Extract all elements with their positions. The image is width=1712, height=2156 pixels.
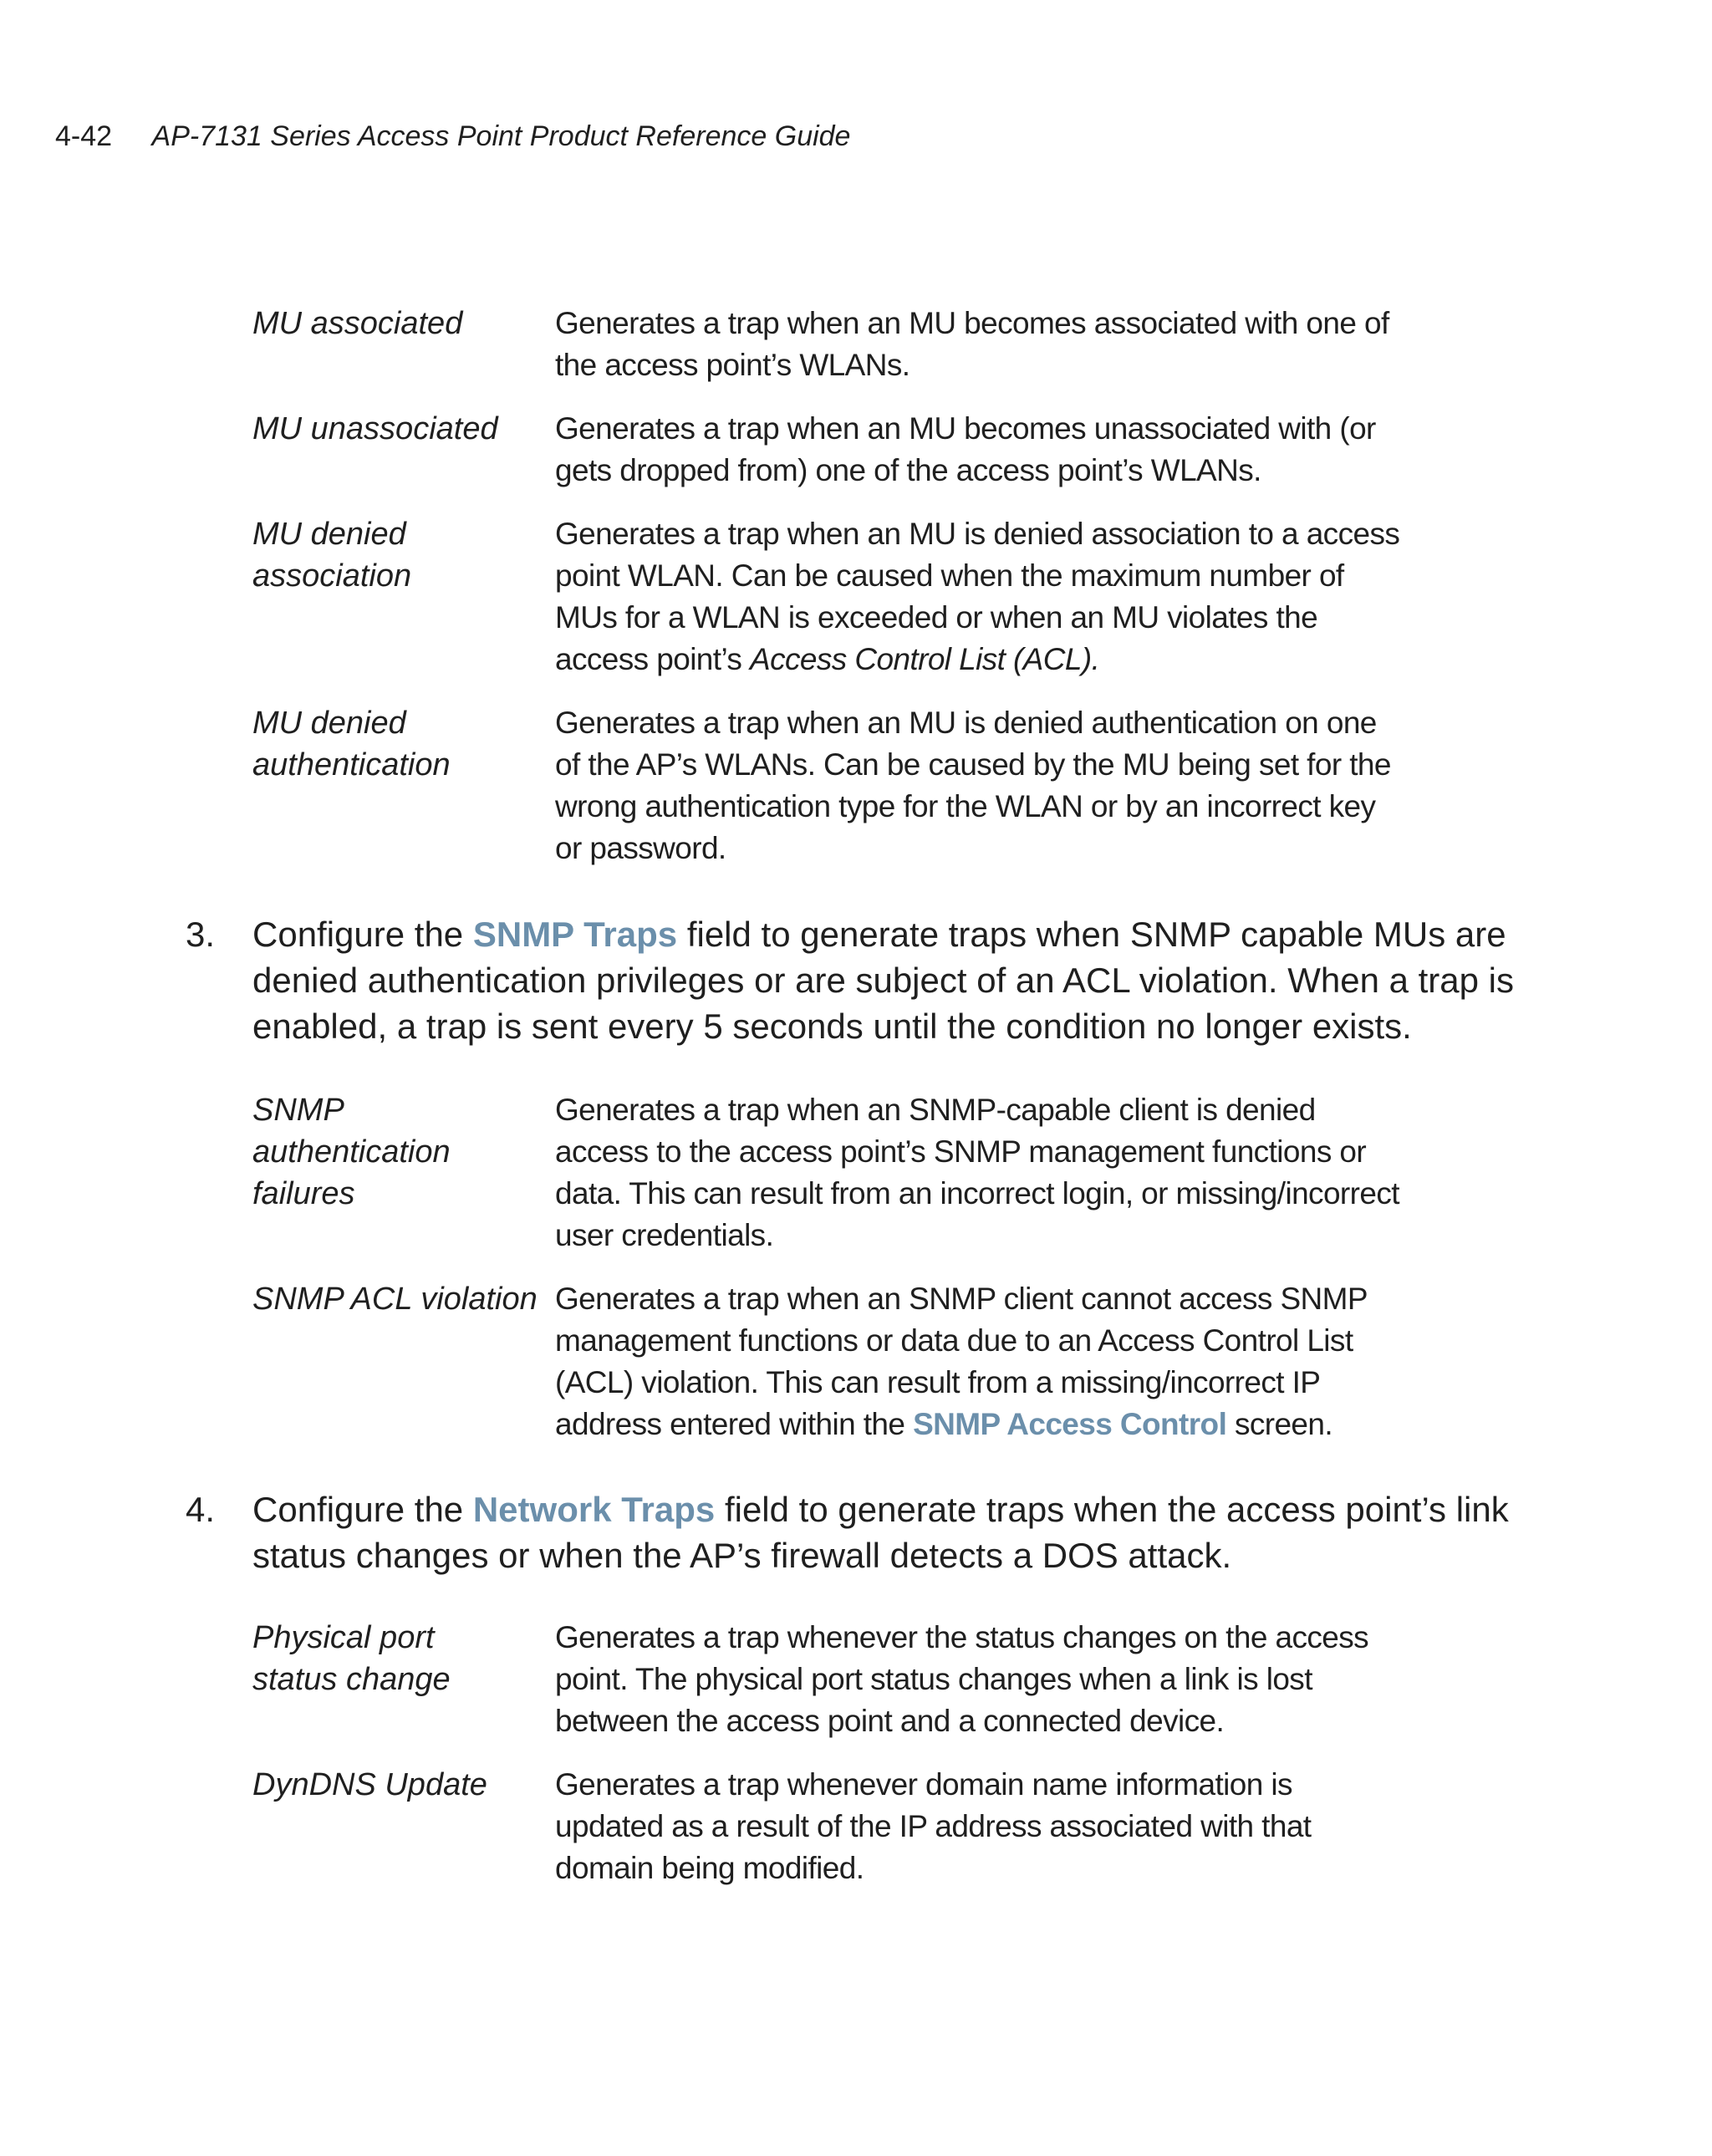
desc-dyndns-update: Generates a trap whenever domain name information is updated as a result of the IP address associated with that domain being modified. [555,1767,1312,1885]
step-number: 3. [186,915,216,954]
table-row [252,1278,1423,1445]
desc-text: Generates a trap when an MU is denied association to a access point WLAN. Can be caused when the maximum number of MUs for a WLAN is exceeded or when an MU violates the access point’s [555,517,1400,676]
step-text-after: field to generate traps when the access point’s link status changes or when the AP’s firewall detects a DOS attack. [252,1490,1509,1575]
guide-title: AP-7131 Series Access Point Product Reference Guide [151,120,851,152]
desc-mu-unassociated: Generates a trap when an MU becomes unassociated with (or gets dropped from) one of the access point’s WLANs. [555,411,1376,487]
step-text [252,911,1557,1049]
desc-physical-port-status-change: Generates a trap whenever the status changes on the access point. The physical port status changes when a link is lost between the access point and a connected device. [555,1620,1369,1738]
step-text-before: Configure the [252,1490,464,1529]
term-mu-denied-association: MU denied association [252,517,412,594]
table-row [252,1617,1423,1742]
page-number: 4-42 [55,120,113,152]
table-row [252,303,1423,386]
desc-text-end: screen. [1234,1407,1333,1441]
step-text-before: Configure the [252,915,464,954]
page-header [55,117,850,155]
desc-mu-denied-association [555,513,1408,680]
step-number: 4. [186,1490,216,1529]
network-traps-table [252,1617,1423,1889]
step-text [252,1486,1557,1578]
term-snmp-acl-violation: SNMP ACL violation [252,1282,538,1317]
snmp-access-control-ref: SNMP Access Control [913,1407,1227,1441]
step-3 [186,911,1557,1049]
table-row [252,702,1423,869]
term-snmp-authentication-failures: SNMP authentication failures [252,1093,451,1211]
table-row [252,408,1423,492]
term-physical-port-status-change: Physical port status change [252,1620,451,1697]
term-dyndns-update: DynDNS Update [252,1767,487,1802]
desc-mu-associated: Generates a trap when an MU becomes associated with one of the access point’s WLANs. [555,306,1389,382]
acl-reference: Access Control List (ACL). [750,642,1100,676]
desc-snmp-authentication-failures: Generates a trap when an SNMP-capable client is denied access to the access point’s SNMP management functions or data. This can result from an incorrect login, or missing/incorrect user credentials. [555,1093,1399,1252]
snmp-traps-field-ref: SNMP Traps [472,915,678,954]
snmp-traps-table [252,1089,1423,1445]
desc-text: Generates a trap when an SNMP client cannot access SNMP management functions or data due to an Access Control List (ACL) violation. This can result from a missing/incorrect IP address entered within the [555,1282,1368,1441]
term-mu-associated: MU associated [252,306,463,341]
mu-traps-table [252,303,1423,869]
table-row [252,1764,1423,1889]
term-mu-unassociated: MU unassociated [252,411,498,446]
desc-mu-denied-authentication: Generates a trap when an MU is denied authentication on one of the AP’s WLANs. Can be caused by the MU being set for the wrong authentication type for the WLAN or by an incorrect key or password. [555,706,1391,865]
network-traps-field-ref: Network Traps [472,1490,716,1529]
table-row [252,513,1423,680]
desc-snmp-acl-violation [555,1278,1408,1445]
step-4 [186,1486,1557,1578]
term-mu-denied-authentication: MU denied authentication [252,706,451,782]
step-text-after: field to generate traps when SNMP capable MUs are denied authentication privileges or are subject of an ACL violation. When a trap is enabled, a trap is sent every 5 seconds until the condition no longer exists. [252,915,1515,1046]
table-row [252,1089,1423,1256]
